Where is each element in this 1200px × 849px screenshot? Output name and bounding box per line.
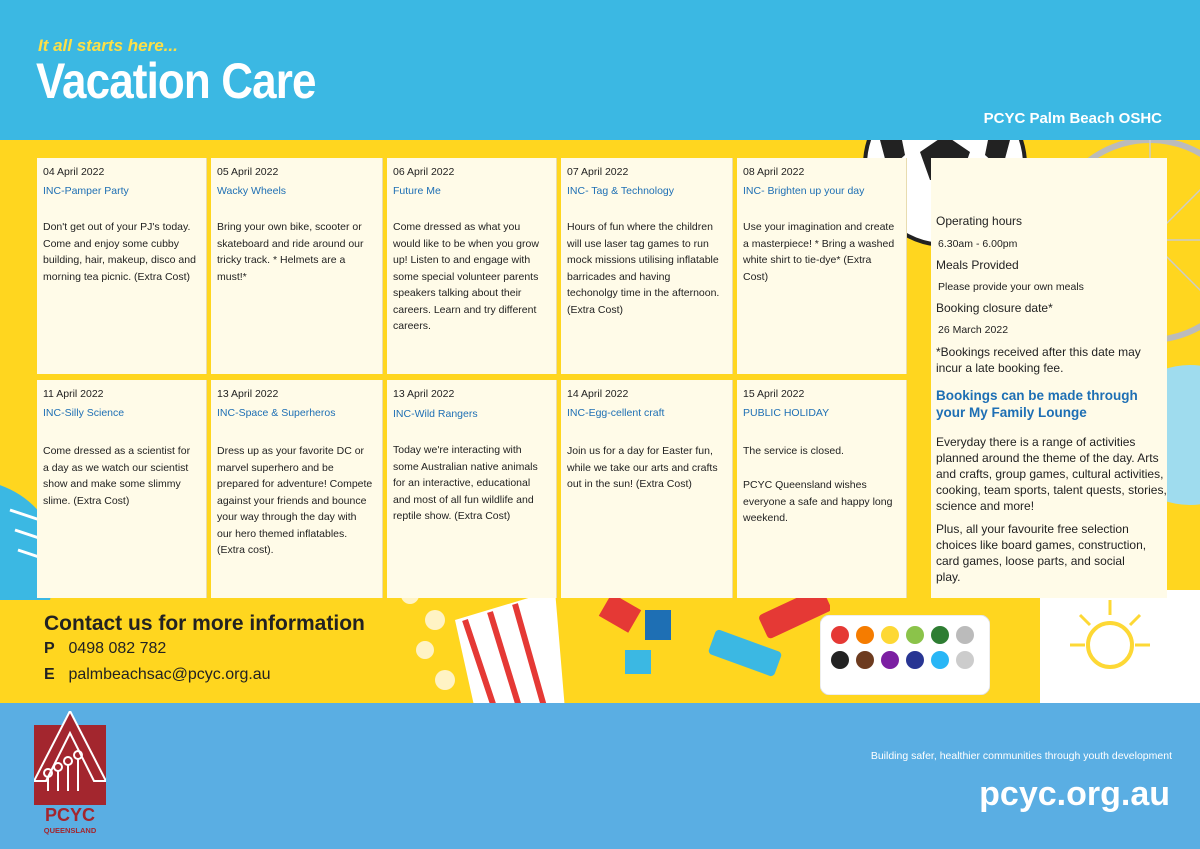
card-description: Hours of fun where the children will use laser tag games to run mock missions utilising inflatable barricades and having techonolgy time in the afternoon. (Extra Cost) — [567, 221, 720, 316]
card-description: Today we're interacting with some Australian native animals for an interactive, educational and most of all fun wildlife and reptile show. (Extra Cost) — [393, 444, 538, 522]
paint-palette-illustration — [820, 615, 990, 695]
venue-name: PCYC Palm Beach OSHC — [983, 110, 1162, 127]
card-event: INC-Space & Superheros — [217, 407, 336, 419]
meals-value: Please provide your own meals — [938, 281, 1084, 293]
slogan: Building safer, healthier communities through youth development — [870, 750, 1172, 762]
day-card — [561, 380, 733, 598]
phone-row — [44, 640, 166, 658]
meals-label: Meals Provided — [936, 258, 1019, 272]
card-date: 07 April 2022 — [567, 166, 629, 178]
popcorn-illustration — [395, 580, 565, 703]
phone-label: P — [44, 640, 55, 657]
card-description: Dress up as your favorite DC or marvel superhero and be prepared for adventure! Compete against your friends and bounce your way through the day with our hero themed inflatables. (Extra cost). — [217, 445, 373, 556]
header-banner — [0, 0, 1200, 140]
card-description: PCYC Queensland wishes everyone a safe and happy long weekend. — [743, 479, 893, 524]
hours-label: Operating hours — [936, 214, 1023, 228]
contact-title: Contact us for more information — [44, 612, 365, 635]
activities-text: Everyday there is a range of activities planned around the theme of the day. Arts and crafts, group games, cultural activities, cooking, team sports, talent quests, stories, science and more! — [936, 435, 1167, 513]
logo-text: PCYC — [44, 805, 96, 825]
footer — [0, 703, 1200, 849]
hours-value: 6.30am - 6.00pm — [938, 238, 1018, 250]
day-card — [387, 158, 557, 374]
closure-label: Booking closure date* — [936, 301, 1053, 315]
day-card — [737, 380, 907, 598]
card-date: 14 April 2022 — [567, 388, 629, 400]
day-card — [561, 158, 733, 374]
bookings-note: Bookings can be made through your My Family Lounge — [936, 388, 1138, 420]
day-card — [37, 158, 207, 374]
card-description: The service is closed. — [743, 445, 844, 457]
card-event: INC-Wild Rangers — [393, 408, 478, 420]
card-date: 06 April 2022 — [393, 166, 455, 178]
day-card — [737, 158, 907, 374]
day-card — [211, 380, 383, 598]
card-description: Come dressed as a scientist for a day as we watch our scientist show and make some slimmy slime. (Extra Cost) — [43, 445, 191, 507]
email-label: E — [44, 666, 55, 683]
card-event: INC-Silly Science — [43, 407, 125, 419]
card-description: Use your imagination and create a masterpiece! * Bring a washed white shirt to tie-dye* (Extra Cost) — [743, 221, 895, 283]
plus-text: Plus, all your favourite free selection choices like board games, construction, card games, loose parts, and social play. — [936, 522, 1147, 584]
lego-bricks-illustration — [595, 595, 685, 685]
card-date: 04 April 2022 — [43, 166, 105, 178]
phone-number[interactable]: 0498 082 782 — [68, 640, 167, 657]
info-panel — [931, 158, 1167, 598]
card-description: Bring your own bike, scooter or skateboard and ride around our tricky track. * Helmets are a must!* — [217, 221, 364, 283]
card-event: INC- Brighten up your day — [743, 185, 865, 197]
day-card — [37, 380, 207, 598]
day-card — [387, 380, 557, 598]
website-link[interactable]: pcyc.org.au — [979, 775, 1170, 813]
closure-note: *Bookings received after this date may incur a late booking fee. — [936, 345, 1141, 375]
email-row — [44, 666, 271, 684]
card-event: INC- Tag & Technology — [567, 185, 675, 197]
card-date: 15 April 2022 — [743, 388, 805, 400]
tagline: It all starts here... — [38, 36, 178, 55]
card-event: Future Me — [393, 185, 441, 197]
card-date: 13 April 2022 — [393, 388, 455, 400]
card-description: Join us for a day for Easter fun, while we take our arts and crafts out in the sun! (Extra Cost) — [567, 445, 718, 490]
card-event: INC-Pamper Party — [43, 185, 129, 197]
day-card — [211, 158, 383, 374]
card-event: INC-Egg-cellent craft — [567, 407, 665, 419]
card-date: 13 April 2022 — [217, 388, 279, 400]
email-link[interactable]: palmbeachsac@pcyc.org.au — [68, 666, 271, 683]
closure-value: 26 March 2022 — [938, 324, 1009, 336]
card-date: 11 April 2022 — [43, 388, 104, 400]
sun-drawing-illustration — [1040, 590, 1200, 703]
card-description: Don't get out of your PJ's today. Come and enjoy some cubby building, hair, makeup, disco and morning tea picnic. (Extra Cost) — [43, 221, 196, 283]
card-event: Wacky Wheels — [217, 185, 287, 197]
card-event: PUBLIC HOLIDAY — [743, 407, 830, 419]
page-title: Vacation Care — [36, 53, 316, 109]
card-date: 05 April 2022 — [217, 166, 279, 178]
pcyc-logo-icon — [34, 711, 106, 835]
card-date: 08 April 2022 — [743, 166, 805, 178]
card-description: Come dressed as what you would like to be when you grow up! Listen to and engage with some special volunteer parents speakers talking about their careers. Learn and try different careers. — [393, 221, 539, 332]
logo-subtext: QUEENSLAND — [43, 826, 97, 835]
